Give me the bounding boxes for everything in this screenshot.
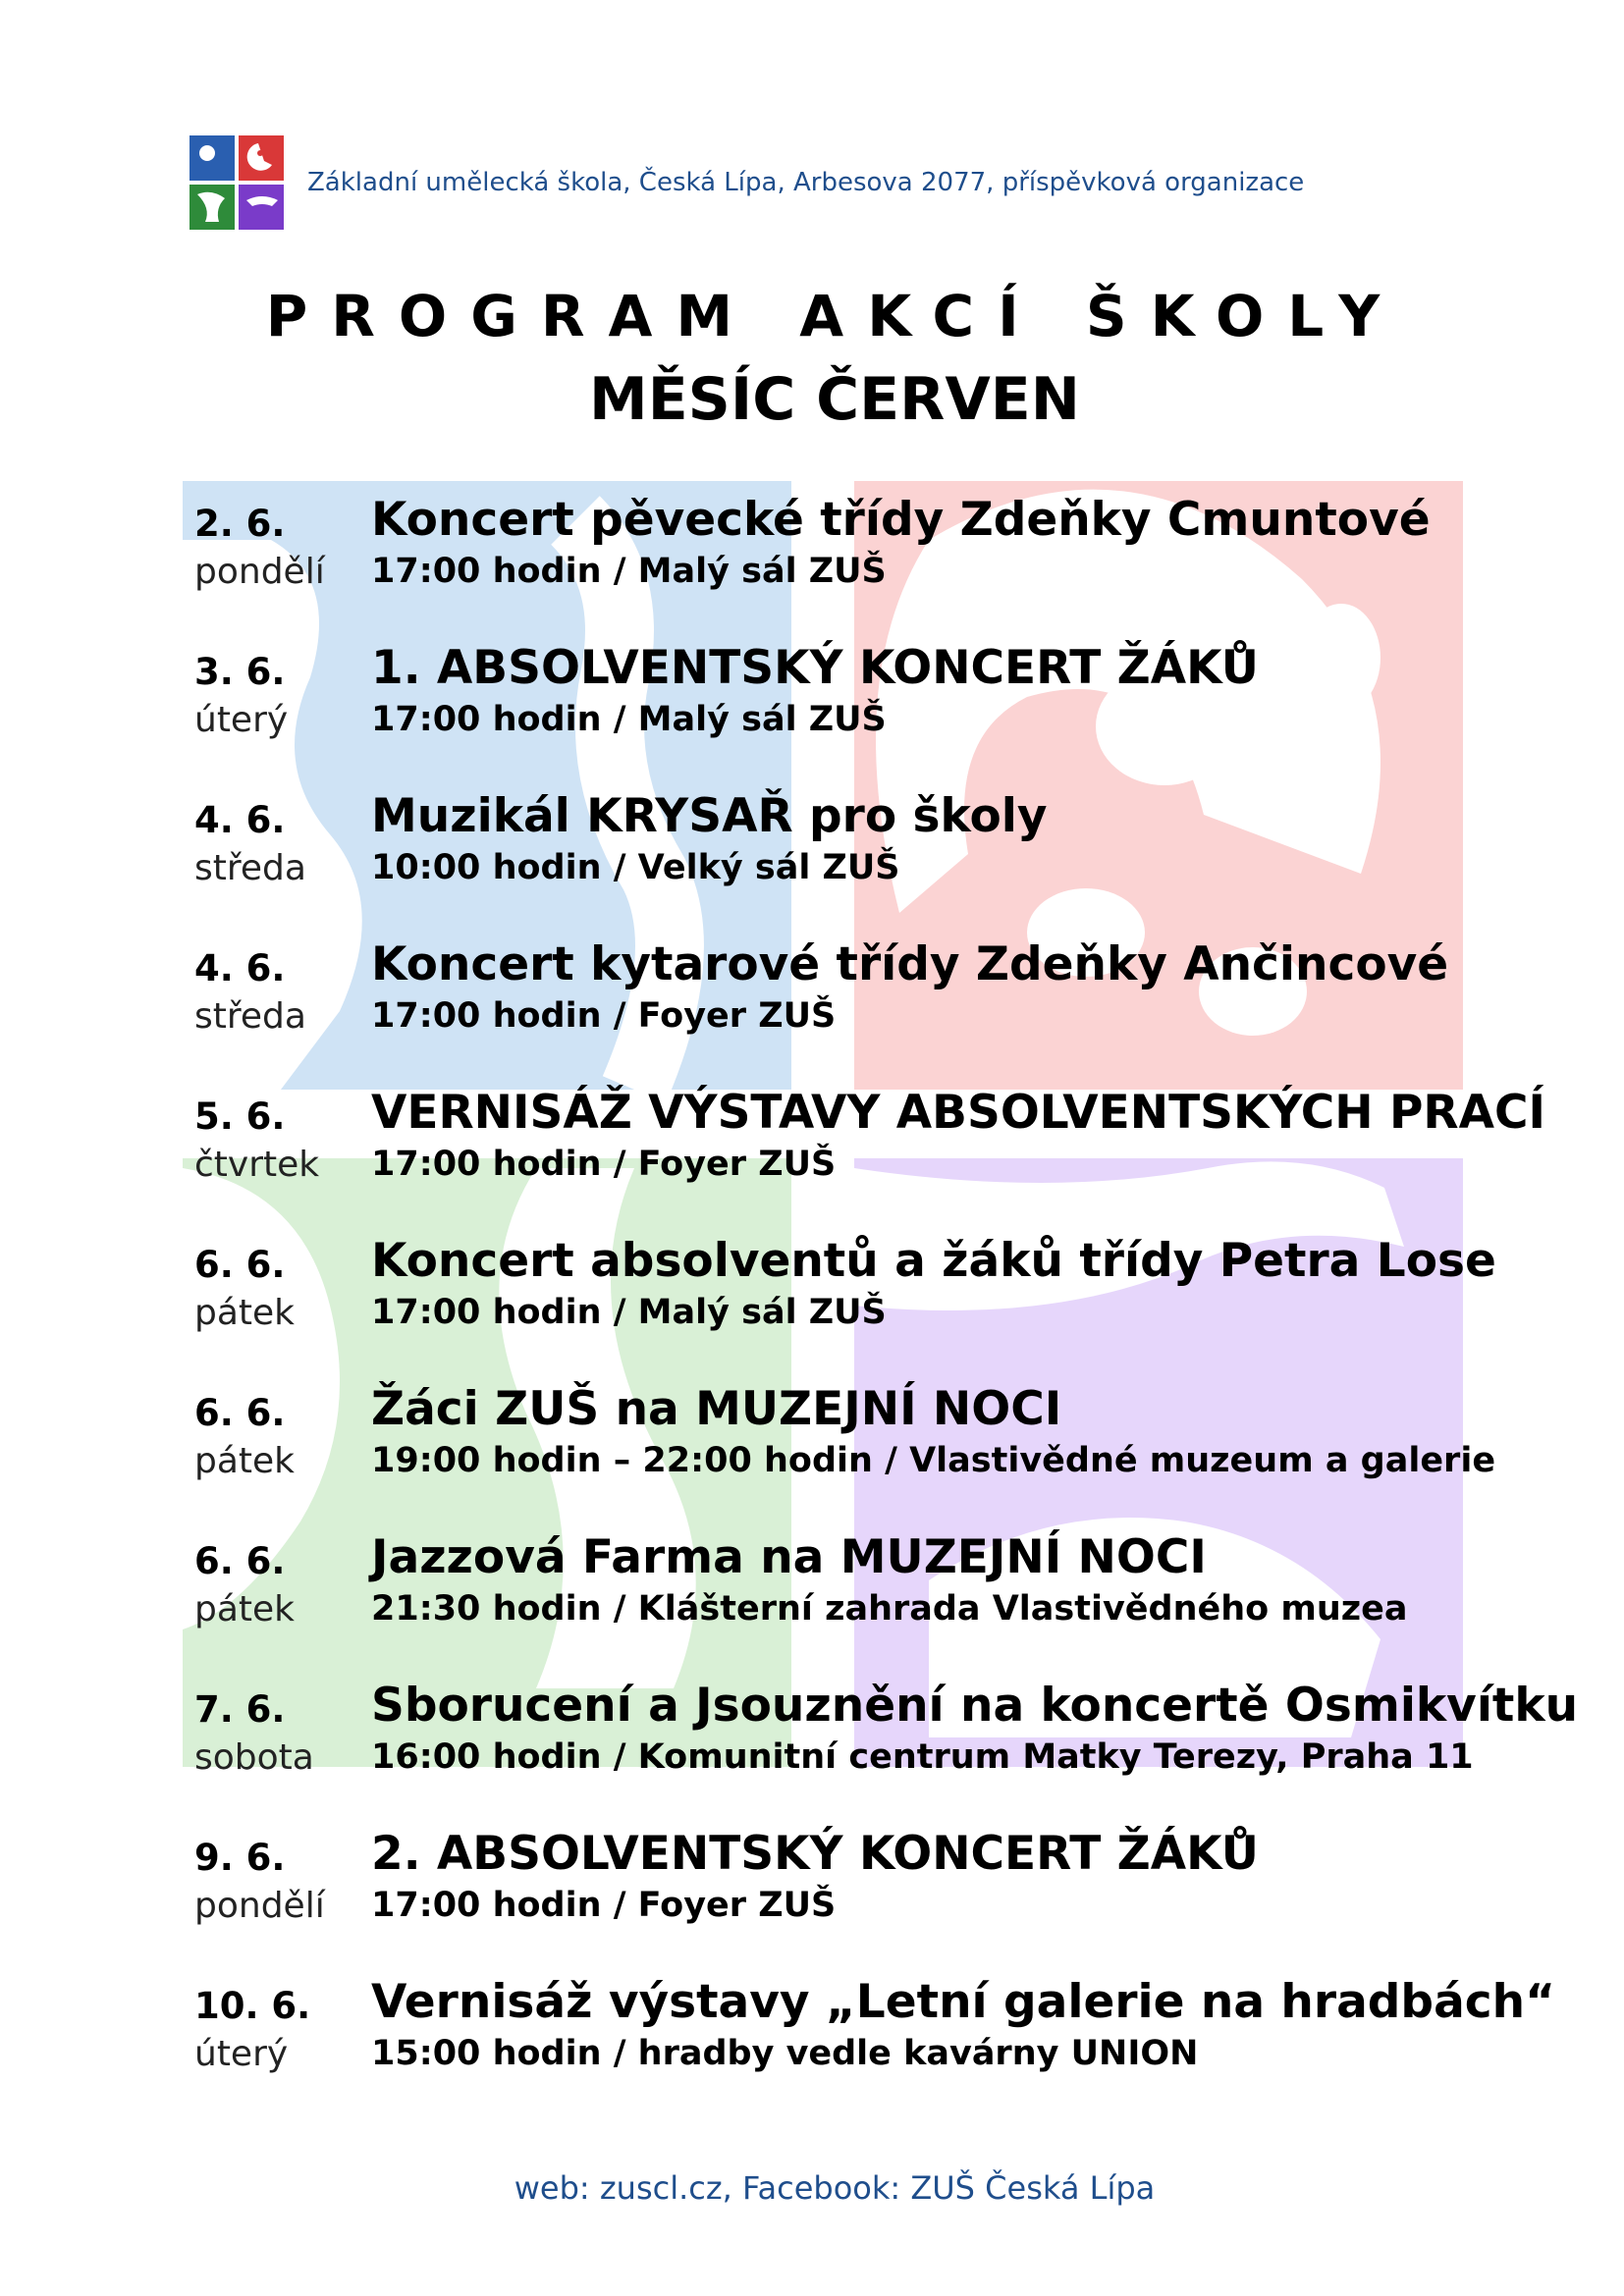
event-info: 16:00 hodin / Komunitní centrum Matky Terezy, Praha 11 xyxy=(371,1737,1474,1777)
event-title: VERNISÁŽ VÝSTAVY ABSOLVENTSKÝCH PRACÍ xyxy=(371,1086,1545,1140)
event-item xyxy=(194,1526,1569,1675)
event-title: Vernisáž výstavy „Letní galerie na hradbách“ xyxy=(371,1975,1556,2029)
event-item xyxy=(194,1823,1569,1971)
event-day: sobota xyxy=(194,1737,314,1778)
event-item xyxy=(194,1230,1569,1378)
event-day: pátek xyxy=(194,1589,296,1629)
footer-contact: web: zuscl.cz, Facebook: ZUŠ Česká Lípa xyxy=(514,2169,1156,2207)
event-day: čtvrtek xyxy=(194,1145,320,1185)
events-list xyxy=(194,489,1579,2119)
event-day: pátek xyxy=(194,1441,296,1481)
event-date: 5. 6. xyxy=(194,1095,286,1138)
event-title: Koncert kytarové třídy Zdeňky Ančincové xyxy=(371,937,1449,991)
event-info: 17:00 hodin / Malý sál ZUŠ xyxy=(371,552,887,591)
event-date: 9. 6. xyxy=(194,1837,286,1879)
event-date: 6. 6. xyxy=(194,1540,286,1582)
event-info: 17:00 hodin / Foyer ZUŠ xyxy=(371,1145,837,1184)
event-item xyxy=(194,1378,1569,1526)
event-info: 19:00 hodin – 22:00 hodin / Vlastivědné muzeum a galerie xyxy=(371,1441,1496,1480)
event-info: 15:00 hodin / hradby vedle kavárny UNION xyxy=(371,2034,1199,2073)
event-item xyxy=(194,489,1569,637)
event-info: 17:00 hodin / Foyer ZUŠ xyxy=(371,1886,837,1925)
event-title: Žáci ZUŠ na MUZEJNÍ NOCI xyxy=(371,1382,1062,1436)
page-subtitle: MĚSÍC ČERVEN xyxy=(588,365,1080,434)
event-info: 17:00 hodin / Malý sál ZUŠ xyxy=(371,700,887,739)
event-title: 1. ABSOLVENTSKÝ KONCERT ŽÁKŮ xyxy=(371,641,1259,695)
event-day: úterý xyxy=(194,2034,289,2074)
event-date: 10. 6. xyxy=(194,1985,311,2027)
event-info: 10:00 hodin / Velký sál ZUŠ xyxy=(371,848,900,887)
page-title: PROGRAM AKCÍ ŠKOLY xyxy=(265,283,1404,349)
event-item xyxy=(194,1675,1579,1823)
event-day: středa xyxy=(194,996,306,1037)
event-item xyxy=(194,637,1569,785)
event-date: 6. 6. xyxy=(194,1244,286,1286)
organization-name: Základní umělecká škola, Česká Lípa, Arbesova 2077, příspěvková organizace xyxy=(307,168,1305,197)
school-logo-icon xyxy=(189,135,284,230)
event-date: 7. 6. xyxy=(194,1688,286,1731)
event-info: 17:00 hodin / Malý sál ZUŠ xyxy=(371,1293,887,1332)
event-date: 4. 6. xyxy=(194,947,286,989)
event-day: středa xyxy=(194,848,306,888)
event-info: 17:00 hodin / Foyer ZUŠ xyxy=(371,996,837,1036)
event-day: úterý xyxy=(194,700,289,740)
event-item xyxy=(194,785,1569,934)
header xyxy=(189,133,1304,232)
event-title: Sborucení a Jsouznění na koncertě Osmikvítku xyxy=(371,1679,1579,1733)
event-day: pondělí xyxy=(194,552,325,592)
event-title: Jazzová Farma na MUZEJNÍ NOCI xyxy=(371,1530,1207,1584)
event-item xyxy=(194,1082,1569,1230)
event-title: Koncert absolventů a žáků třídy Petra Lose xyxy=(371,1234,1496,1288)
event-date: 2. 6. xyxy=(194,503,286,545)
event-item xyxy=(194,1971,1569,2119)
event-date: 6. 6. xyxy=(194,1392,286,1434)
event-title: Koncert pěvecké třídy Zdeňky Cmuntové xyxy=(371,493,1431,547)
event-date: 4. 6. xyxy=(194,799,286,841)
event-day: pátek xyxy=(194,1293,296,1333)
event-date: 3. 6. xyxy=(194,651,286,693)
event-info: 21:30 hodin / Klášterní zahrada Vlastivědného muzea xyxy=(371,1589,1408,1629)
event-title: 2. ABSOLVENTSKÝ KONCERT ŽÁKŮ xyxy=(371,1827,1259,1881)
event-item xyxy=(194,934,1569,1082)
event-title: Muzikál KRYSAŘ pro školy xyxy=(371,789,1048,843)
event-day: pondělí xyxy=(194,1886,325,1926)
